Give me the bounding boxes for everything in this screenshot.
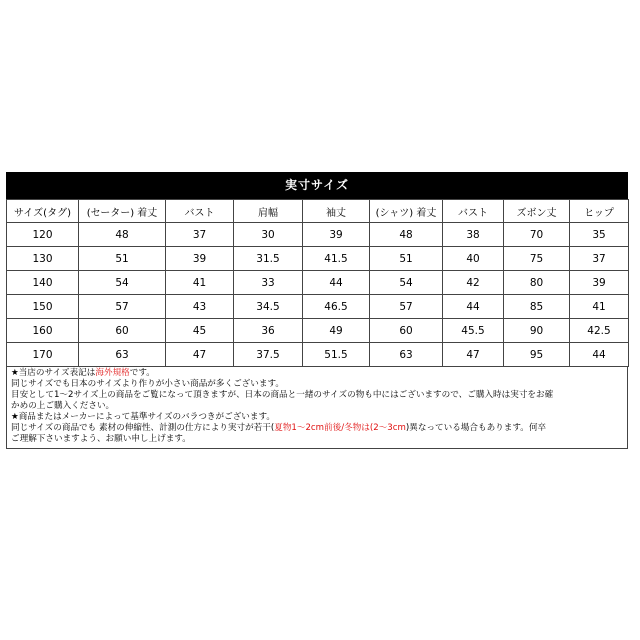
table-cell: 43: [166, 295, 234, 319]
table-cell: 47: [166, 343, 234, 367]
table-row: [7, 319, 629, 343]
table-cell: 37: [166, 223, 234, 247]
table-cell: 33: [234, 271, 303, 295]
table-cell: 37.5: [234, 343, 303, 367]
header-cell: ズボン丈: [504, 200, 570, 223]
table-cell: 45: [166, 319, 234, 343]
table-cell: 51: [79, 247, 166, 271]
header-cell: 肩幅: [234, 200, 303, 223]
table-cell: 48: [370, 223, 443, 247]
note-highlight: 夏物1～2cm前後/冬物は(2～3cm: [274, 423, 406, 433]
header-cell: ヒップ: [570, 200, 629, 223]
table-cell: 60: [79, 319, 166, 343]
table-cell: 150: [7, 295, 79, 319]
size-table: [6, 199, 629, 367]
table-cell: 49: [303, 319, 370, 343]
size-chart: [6, 172, 628, 449]
table-row: [7, 271, 629, 295]
header-cell: サイズ(タグ): [7, 200, 79, 223]
table-cell: 31.5: [234, 247, 303, 271]
table-cell: 44: [303, 271, 370, 295]
table-cell: 44: [570, 343, 629, 367]
table-cell: 70: [504, 223, 570, 247]
header-cell: (セーター) 着丈: [79, 200, 166, 223]
table-cell: 48: [79, 223, 166, 247]
chart-title: 実寸サイズ: [6, 172, 628, 199]
table-cell: 36: [234, 319, 303, 343]
table-cell: 45.5: [443, 319, 504, 343]
note-line: 目安として1～2サイズ上の商品をご覧になって頂きますが、日本の商品と一緒のサイズの物も中にはございますので、ご購入時は実寸をお確: [11, 390, 554, 400]
header-row: [7, 200, 629, 223]
table-row: [7, 247, 629, 271]
table-cell: 60: [370, 319, 443, 343]
table-cell: 51.5: [303, 343, 370, 367]
note-line: 同じサイズでも日本のサイズより作りが小さい商品が多くございます。: [11, 379, 284, 389]
note-line: ★商品またはメーカーによって基準サイズのバラつきがございます。: [11, 412, 275, 422]
header-cell: 袖丈: [303, 200, 370, 223]
table-cell: 42.5: [570, 319, 629, 343]
table-cell: 95: [504, 343, 570, 367]
table-cell: 46.5: [303, 295, 370, 319]
header-cell: バスト: [166, 200, 234, 223]
table-row: [7, 295, 629, 319]
table-cell: 80: [504, 271, 570, 295]
table-cell: 39: [166, 247, 234, 271]
table-row: [7, 223, 629, 247]
note-line: ★当店のサイズ表記は海外規格です。: [11, 368, 155, 378]
table-cell: 39: [570, 271, 629, 295]
table-cell: 37: [570, 247, 629, 271]
table-cell: 42: [443, 271, 504, 295]
table-cell: 63: [79, 343, 166, 367]
table-cell: 54: [370, 271, 443, 295]
notes: [6, 367, 628, 449]
table-cell: 54: [79, 271, 166, 295]
table-cell: 39: [303, 223, 370, 247]
table-cell: 44: [443, 295, 504, 319]
note-line: 同じサイズの商品でも 素材の伸縮性、計測の仕方により実寸が若干(夏物1～2cm前後/冬物は(2～3cm)異なっている場合もあります。何卒: [11, 423, 547, 433]
table-cell: 120: [7, 223, 79, 247]
table-cell: 41: [570, 295, 629, 319]
table-cell: 34.5: [234, 295, 303, 319]
table-cell: 51: [370, 247, 443, 271]
note-line: かめの上ご購入ください。: [11, 401, 115, 411]
header-cell: (シャツ) 着丈: [370, 200, 443, 223]
table-cell: 57: [79, 295, 166, 319]
table-cell: 57: [370, 295, 443, 319]
note-line: ご理解下さいますよう、お願い申し上げます。: [11, 434, 191, 444]
table-cell: 47: [443, 343, 504, 367]
table-cell: 160: [7, 319, 79, 343]
header-cell: バスト: [443, 200, 504, 223]
table-cell: 75: [504, 247, 570, 271]
note-highlight: 海外規格: [95, 368, 130, 378]
table-cell: 90: [504, 319, 570, 343]
table-cell: 85: [504, 295, 570, 319]
table-cell: 30: [234, 223, 303, 247]
table-row: [7, 343, 629, 367]
table-cell: 41.5: [303, 247, 370, 271]
table-cell: 130: [7, 247, 79, 271]
table-cell: 38: [443, 223, 504, 247]
table-cell: 41: [166, 271, 234, 295]
table-cell: 40: [443, 247, 504, 271]
table-cell: 170: [7, 343, 79, 367]
table-cell: 35: [570, 223, 629, 247]
table-cell: 63: [370, 343, 443, 367]
table-cell: 140: [7, 271, 79, 295]
